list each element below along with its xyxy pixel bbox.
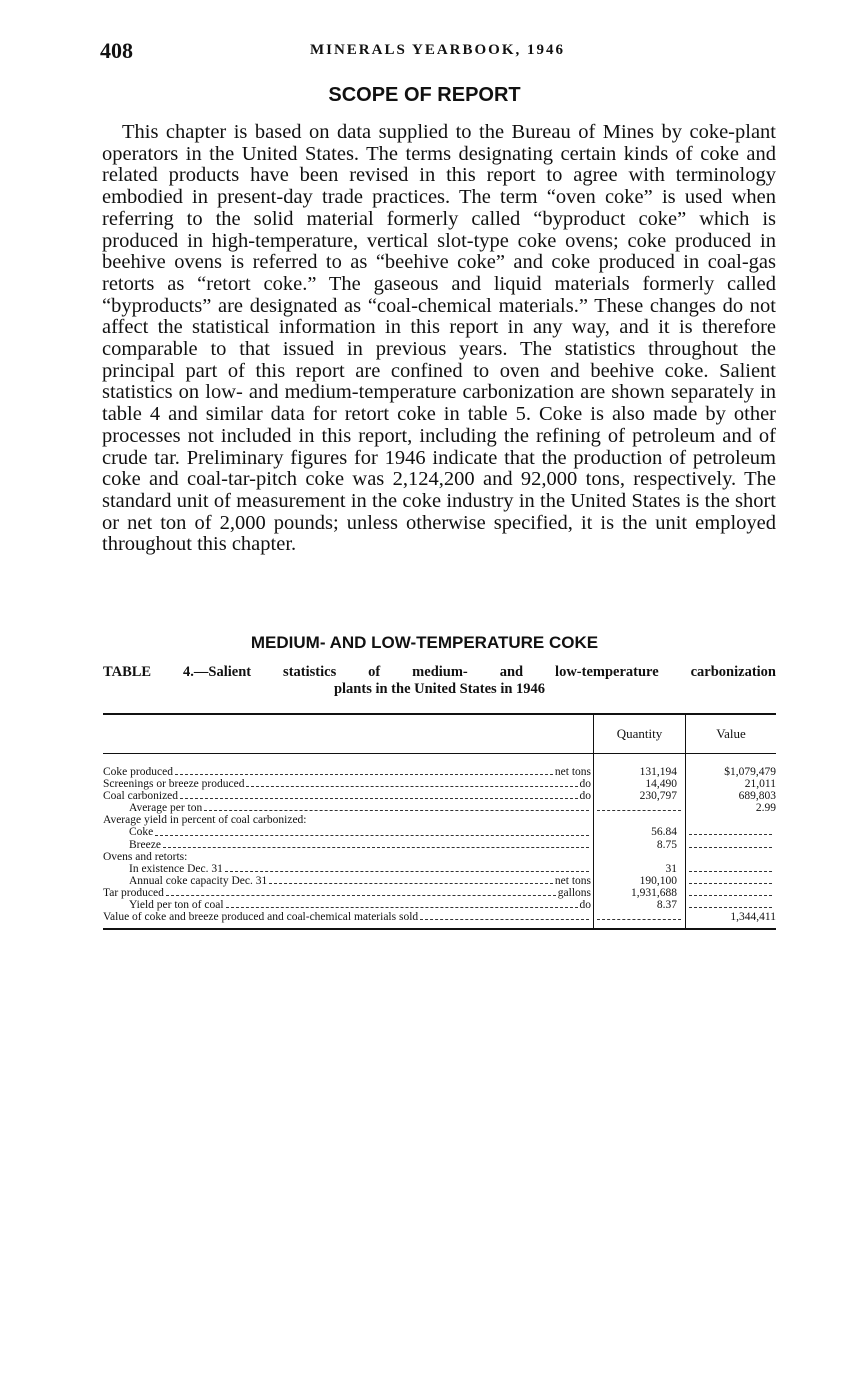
row-label-cell <box>103 766 593 778</box>
table-row <box>103 826 776 838</box>
leader-dots <box>163 839 589 848</box>
row-quantity: 8.75 <box>656 838 677 851</box>
row-label-cell <box>103 899 593 911</box>
page-number: 408 <box>100 38 133 63</box>
row-label-cell <box>103 802 593 814</box>
table-row <box>103 839 776 851</box>
row-label-cell <box>103 851 593 863</box>
table-row <box>103 911 776 923</box>
row-quantity: 230,797 <box>639 790 677 803</box>
row-value <box>685 887 776 899</box>
row-label: Ovens and retorts: <box>103 850 188 863</box>
row-quantity: 1,931,688 <box>631 886 677 899</box>
row-label: Annual coke capacity Dec. 31 <box>129 874 268 887</box>
row-quantity: 14,490 <box>645 778 677 791</box>
row-label-cell <box>103 911 593 923</box>
row-unit: net tons <box>554 874 591 887</box>
row-value: 689,803 <box>738 790 776 803</box>
table-row <box>103 899 776 911</box>
row-value <box>685 839 776 851</box>
row-value: 1,344,411 <box>730 911 776 924</box>
leader-dots <box>269 875 553 884</box>
table-header-row <box>103 715 776 753</box>
header-quantity: Quantity <box>594 715 686 753</box>
row-label: Average per ton <box>129 802 203 815</box>
table-row <box>103 863 776 875</box>
row-value <box>685 826 776 838</box>
empty-cell-leader <box>597 911 681 920</box>
row-label: Coke <box>129 826 154 839</box>
row-label: Screenings or breeze produced <box>103 778 245 791</box>
table-caption <box>103 664 776 698</box>
table-row <box>103 875 776 887</box>
row-unit: do <box>579 790 591 803</box>
leader-dots <box>309 814 590 823</box>
row-label: Coal carbonized <box>103 790 179 803</box>
empty-cell-leader <box>689 863 772 872</box>
row-label: In existence Dec. 31 <box>129 862 223 875</box>
table-caption-line-2: plants in the United States in 1946 <box>333 681 546 697</box>
row-quantity: 190,100 <box>639 874 677 887</box>
row-quantity: 131,194 <box>639 766 677 778</box>
leader-dots <box>246 778 577 787</box>
running-head <box>100 38 775 66</box>
row-label: Coke produced <box>103 766 173 778</box>
empty-cell-leader <box>597 802 681 811</box>
row-label-cell <box>103 778 593 790</box>
row-quantity <box>593 911 685 923</box>
row-label: Tar produced <box>103 886 164 899</box>
leader-dots <box>225 863 589 872</box>
leader-dots <box>204 802 589 811</box>
row-unit: do <box>579 778 591 791</box>
row-label-cell <box>103 790 593 802</box>
row-value <box>685 851 776 863</box>
row-quantity <box>593 814 685 826</box>
table-bottom-rule <box>103 928 776 930</box>
row-quantity <box>593 851 685 863</box>
header-label-cell <box>103 715 594 753</box>
row-label: Yield per ton of coal <box>129 899 224 912</box>
row-value: $1,079,479 <box>724 766 776 778</box>
leader-dots <box>155 826 589 835</box>
row-label-cell <box>103 875 593 887</box>
empty-cell-leader <box>689 887 772 896</box>
row-value <box>685 875 776 887</box>
header-value: Value <box>716 726 746 741</box>
table-row <box>103 778 776 790</box>
row-value: 21,011 <box>744 778 776 791</box>
body-paragraph: This chapter is based on data supplied to the Bureau of Mines by coke-plant operators in the United States. The terms designating certain kinds of coke and related products have been revised in this report to agree with terminology embodied in present-day trade practices. The term “oven coke” is used when referring to the solid material formerly called “byproduct coke” which is produced in high-temperature, vertical slot-type coke ovens; coke produced in beehive ovens is referred to as “beehive coke” and coke produced in coal-gas retorts as “retort coke.” The gaseous and liquid materials formerly called “byproducts” are designated as “coal-chemical materials.” These changes do not affect the statistical information in this report in any way, and it is therefore comparable to that issued in previous years. The statistics throughout the principal part of this report are confined to oven and beehive coke. Salient statistics on low- and medium-temperature carbonization are shown separately in table 4 and similar data for retort coke in table 5. Coke is also made by other processes not included in this report, including the refining of petroleum and of crude tar. Preliminary figures for 1946 indicate that the production of petroleum coke and coal-tar-pitch coke was 2,124,200 and 92,000 tons, respectively. The standard unit of measurement in the coke industry in the United States is the short or net ton of 2,000 pounds; unless otherwise specified, it is the unit employed throughout this chapter. <box>102 121 776 556</box>
empty-cell-leader <box>689 899 772 908</box>
row-label-cell <box>103 826 593 838</box>
row-label: Value of coke and breeze produced and coal-chemical materials sold <box>103 911 419 924</box>
row-quantity: 31 <box>665 862 677 875</box>
leader-dots <box>226 899 578 908</box>
table-row <box>103 766 776 778</box>
row-quantity: 56.84 <box>651 826 677 839</box>
empty-cell-leader <box>689 826 772 835</box>
row-value <box>685 863 776 875</box>
row-value <box>685 899 776 911</box>
table-row <box>103 887 776 899</box>
leader-dots <box>420 911 589 920</box>
row-value <box>685 814 776 826</box>
row-unit: gallons <box>557 886 591 899</box>
statistics-table <box>103 713 776 930</box>
empty-cell-leader <box>689 875 772 884</box>
row-quantity <box>593 802 685 814</box>
leader-dots <box>180 790 577 799</box>
subsection-heading: MEDIUM- AND LOW-TEMPERATURE COKE <box>250 633 599 652</box>
table-row <box>103 802 776 814</box>
row-label-cell <box>103 863 593 875</box>
table-caption-line-1: TABLE 4.—Salient statistics of medium- and low-temperature carbonization <box>103 664 776 680</box>
row-unit: net tons <box>554 766 591 778</box>
running-title: MINERALS YEARBOOK, 1946 <box>309 42 566 58</box>
row-label: Average yield in percent of coal carbonized: <box>103 814 307 827</box>
row-label-cell <box>103 814 593 826</box>
leader-dots <box>189 851 589 860</box>
table-body <box>103 754 776 928</box>
row-label: Breeze <box>129 838 161 851</box>
row-value: 2.99 <box>755 802 776 815</box>
row-label-cell <box>103 839 593 851</box>
empty-cell-leader <box>689 839 772 848</box>
table-row <box>103 851 776 863</box>
table-row <box>103 790 776 802</box>
section-heading: SCOPE OF REPORT <box>328 84 521 106</box>
row-label-cell <box>103 887 593 899</box>
row-quantity: 8.37 <box>656 899 677 912</box>
row-unit: do <box>579 899 591 912</box>
leader-dots <box>166 887 556 896</box>
table-row <box>103 814 776 826</box>
leader-dots <box>175 766 553 775</box>
